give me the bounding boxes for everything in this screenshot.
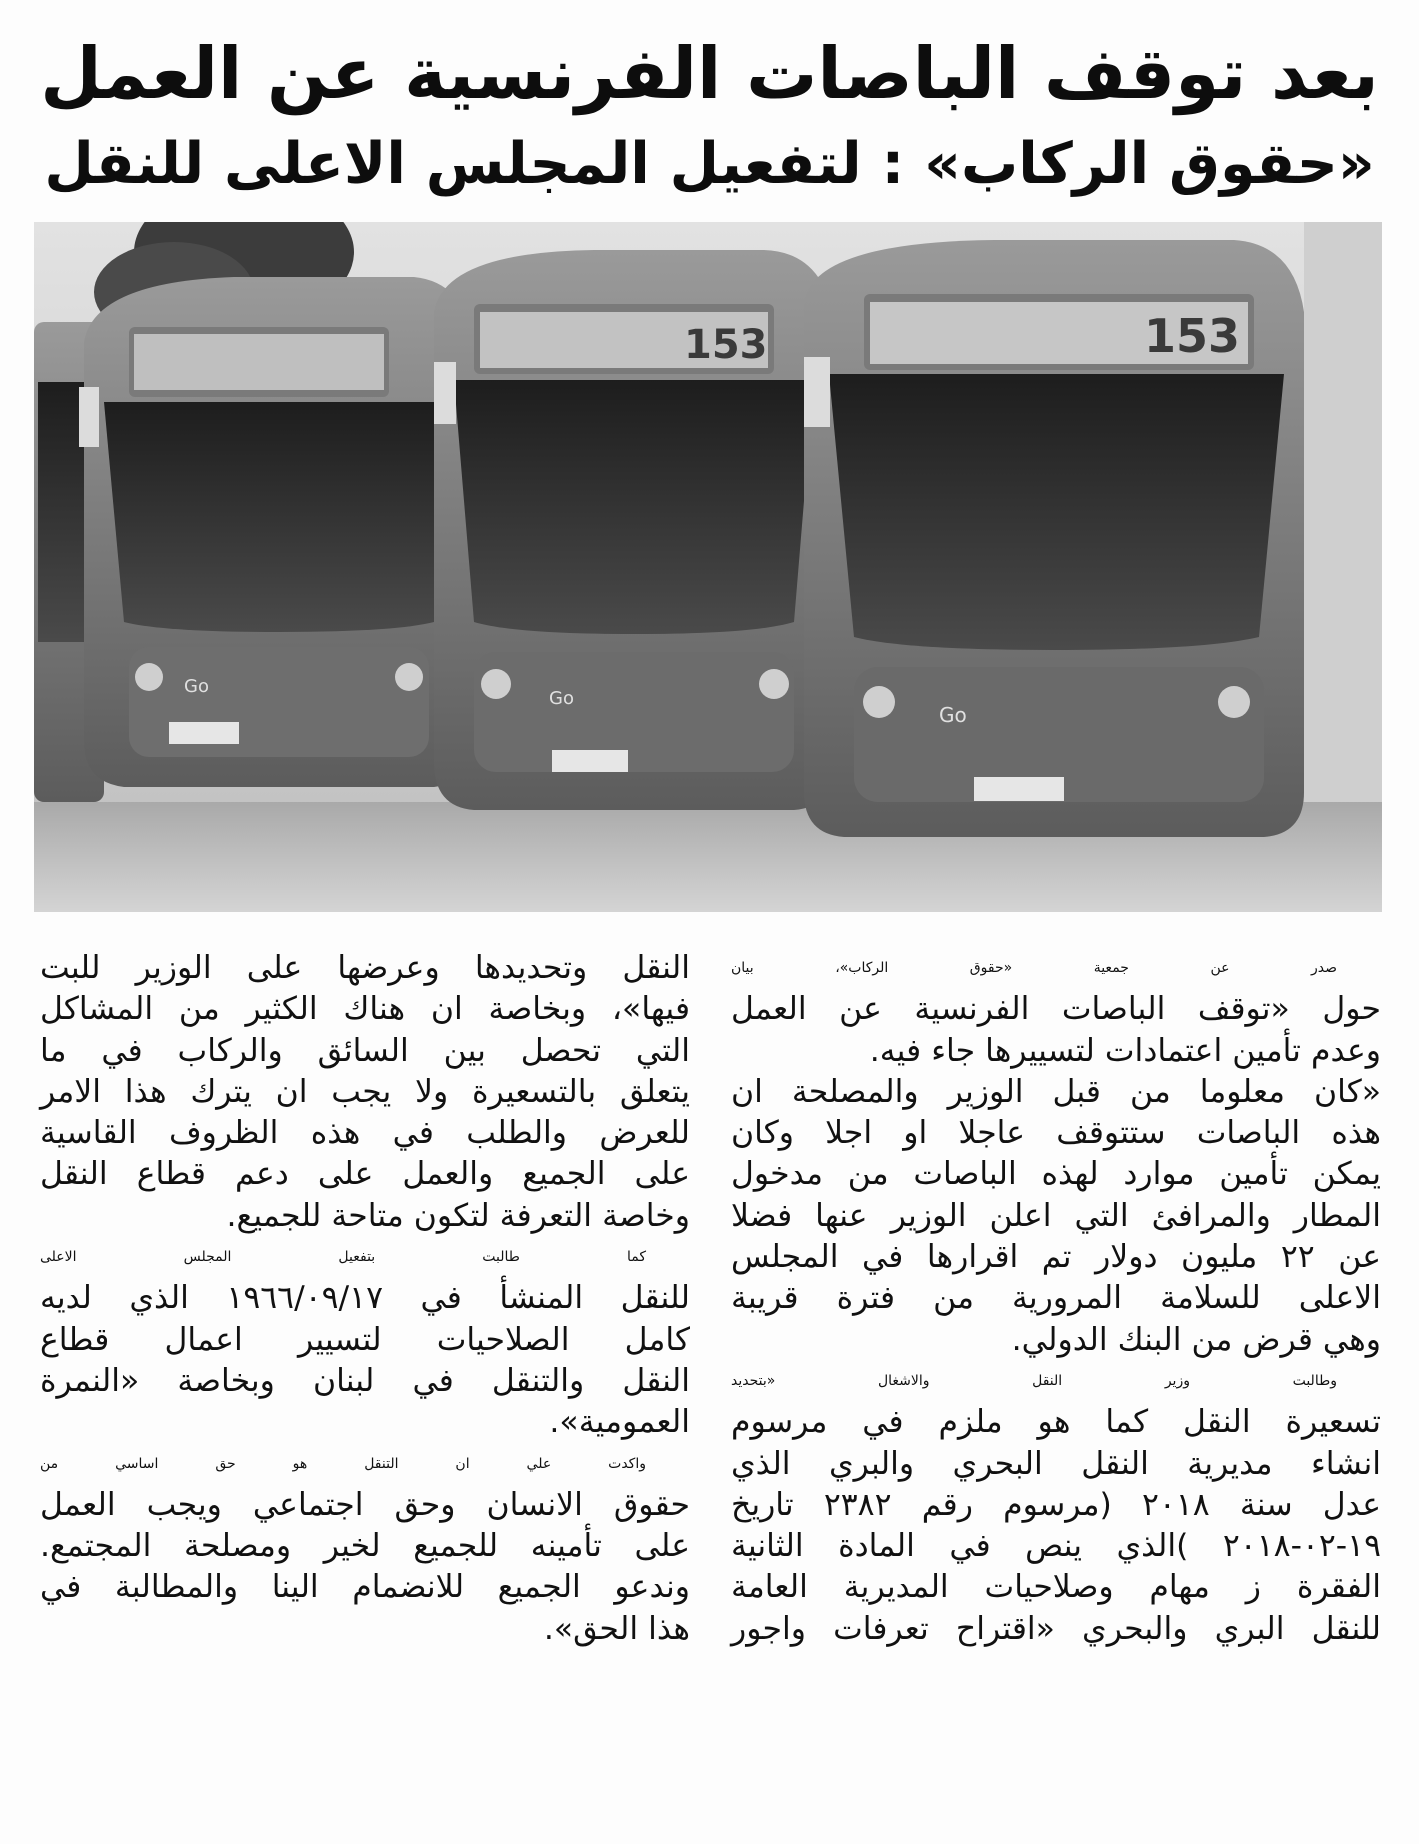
bus-3-route-number: 153 [1144,309,1241,363]
article-line: «كان معلوما من قبل الوزير والمصلحة ان [731,1073,1381,1110]
article-line: هذه الباصات ستتوقف عاجلا او اجلا وكان [731,1115,1381,1152]
bus-3 [804,240,1304,837]
article-line: للعرض والطلب في هذه الظروف القاسية [40,1115,690,1152]
article-line: الفقرة ز مهام وصلاحيات المديرية العامة [731,1569,1381,1606]
article-line: عن ٢٢ مليون دولار تم اقرارها في المجلس [731,1239,1381,1276]
article-line: للنقل المنشأ في ١٩٦٦/٠٩/١٧ الذي لديه [40,1280,690,1317]
buses-photo [34,222,1382,912]
headline-line-2: «حقوق الركاب» : لتفعيل المجلس الاعلى للنقل [44,131,1375,197]
buses-illustration [34,222,1382,912]
article-line: الاعلى للسلامة المرورية من فترة قريبة [731,1280,1381,1317]
article-line: للنقل البري والبحري «اقتراح تعرفات واجور [731,1610,1381,1647]
article-line: المطار والمرافئ التي اعلن الوزير عنها فضلا [731,1197,1381,1234]
article-line: التي تحصل بين السائق والركاب في ما [40,1032,690,1069]
article-line: النقل والتنقل في لبنان وبخاصة «النمرة [40,1362,690,1399]
article-column-right [731,948,1381,1828]
article-line: هذا الحق». [543,1610,690,1647]
article-column-left [40,948,690,1828]
article-line: على الجميع والعمل على دعم قطاع النقل [40,1156,690,1193]
article-line: وهي قرض من البنك الدولي. [1011,1321,1381,1358]
bus-2 [434,250,834,810]
article-line: يمكن تأمين موارد لهذه الباصات من مدخول [731,1156,1381,1193]
article-line: كامل الصلاحيات لتسيير اعمال قطاع [40,1321,690,1358]
bus-3-brand: Go [939,703,967,727]
article-line: عدل سنة ٢٠١٨ (مرسوم رقم ٢٣٨٢ تاريخ [731,1486,1381,1523]
article-line: النقل وتحديدها وعرضها على الوزير للبت [40,950,690,986]
article-line: كما طالبت بتفعيل المجلس الاعلى [40,1249,646,1266]
article-line: يتعلق بالتسعيرة ولا يجب ان يترك هذا الامر [40,1073,690,1110]
article-line: وطالبت وزير النقل والاشغال «بتحديد [731,1372,1337,1389]
article-line: على تأمينه للجميع لخير ومصلحة المجتمع. [40,1528,690,1565]
article-line: تسعيرة النقل كما هو ملزم في مرسوم [731,1404,1381,1441]
article-line: العمومية». [549,1404,690,1441]
article-line: حول «توقف الباصات الفرنسية عن العمل [731,991,1381,1028]
headline-line-1: بعد توقف الباصات الفرنسية عن العمل [40,32,1379,115]
article-line: واكدت علي ان التنقل هو حق اساسي من [40,1455,646,1472]
article-line: انشاء مديرية النقل البحري والبري الذي [731,1445,1381,1482]
bus-1 [79,277,474,787]
bus-2-brand: Go [549,688,574,709]
bus-1-brand: Go [184,676,209,697]
article-line: حقوق الانسان وحق اجتماعي ويجب العمل [40,1486,690,1523]
article-line: وخاصة التعرفة لتكون متاحة للجميع. [226,1197,690,1234]
article-line: صدر عن جمعية «حقوق الركاب»، بيان [731,960,1337,976]
article-line: وندعو الجميع للانضمام الينا والمطالبة في [40,1569,690,1606]
article-line: فيها»، وبخاصة ان هناك الكثير من المشاكل [40,991,690,1028]
bus-2-route-number: 153 [684,322,768,368]
article-line: ١٩-٠٢-٢٠١٨ )الذي ينص في المادة الثانية [731,1528,1381,1565]
article-line: وعدم تأمين اعتمادات لتسييرها جاء فيه. [869,1032,1381,1069]
